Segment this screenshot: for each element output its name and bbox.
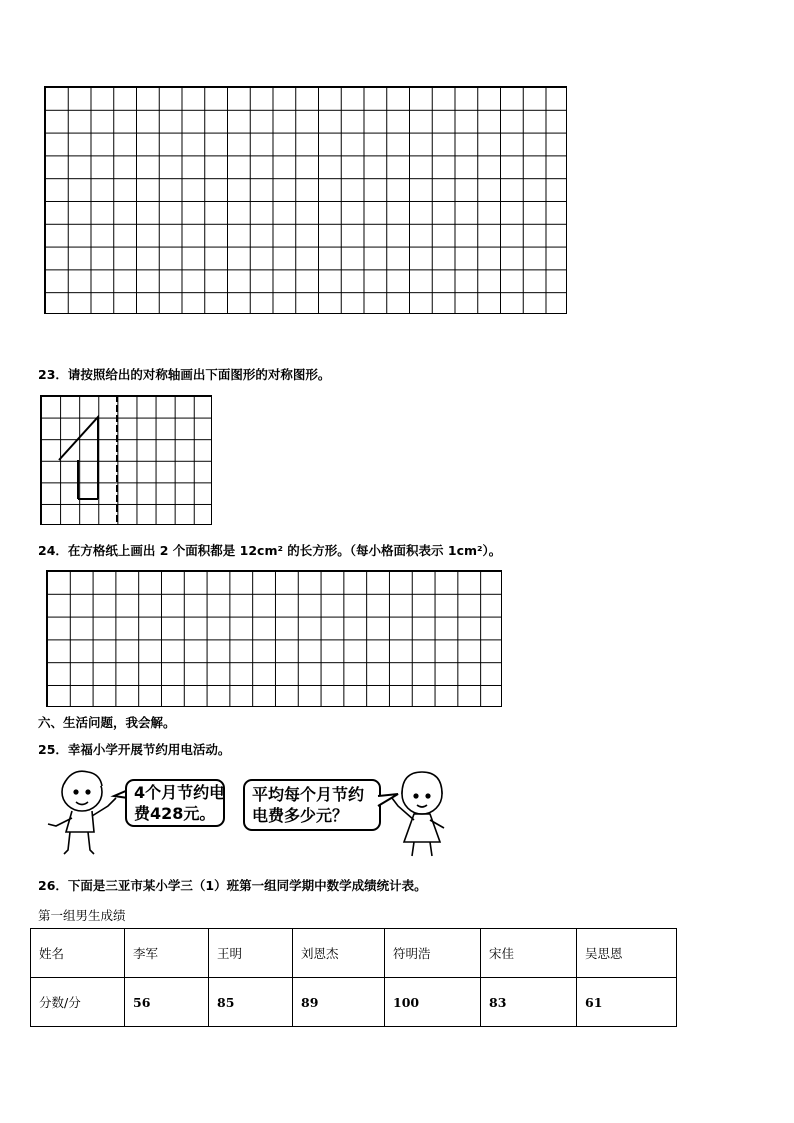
right-bubble-text: 平均每个月节约 电费多少元？ <box>252 785 365 825</box>
blank-grid-top <box>44 86 567 314</box>
table-row <box>31 978 677 1027</box>
girl-figure-icon <box>392 772 444 856</box>
table-caption: 第一组男生成绩 <box>38 908 126 923</box>
table-cell: 89 <box>293 978 385 1027</box>
left-bubble-text: 4个月节约电 费428元。 <box>134 783 226 823</box>
boy-figure-icon <box>48 771 116 854</box>
table-cell: 100 <box>385 978 481 1027</box>
table-cell: 李军 <box>125 929 209 978</box>
question-24: 24．在方格纸上画出 2 个面积都是 12cm² 的长方形。（每小格面积表示 1cm²）。 <box>38 543 502 558</box>
table-cell: 85 <box>209 978 293 1027</box>
table-cell: 83 <box>481 978 577 1027</box>
table-cell: 分数/分 <box>31 978 125 1027</box>
scores-table <box>30 928 677 1027</box>
question-23: 23．请按照给出的对称轴画出下面图形的对称图形。 <box>38 367 331 382</box>
table-cell: 姓名 <box>31 929 125 978</box>
table-cell: 刘恩杰 <box>293 929 385 978</box>
table-header-row <box>31 929 677 978</box>
table-cell: 61 <box>577 978 677 1027</box>
area-grid <box>46 570 502 707</box>
question-26: 26．下面是三亚市某小学三（1）班第一组同学期中数学成绩统计表。 <box>38 878 427 893</box>
dialogue-illustration <box>36 766 456 862</box>
table-cell: 吴思恩 <box>577 929 677 978</box>
question-25: 25．幸福小学开展节约用电活动。 <box>38 742 231 757</box>
table-cell: 56 <box>125 978 209 1027</box>
table-cell: 王明 <box>209 929 293 978</box>
table-cell: 宋佳 <box>481 929 577 978</box>
symmetry-figure <box>40 395 212 525</box>
table-cell: 符明浩 <box>385 929 481 978</box>
section-6-heading: 六、生活问题，我会解。 <box>38 715 176 730</box>
